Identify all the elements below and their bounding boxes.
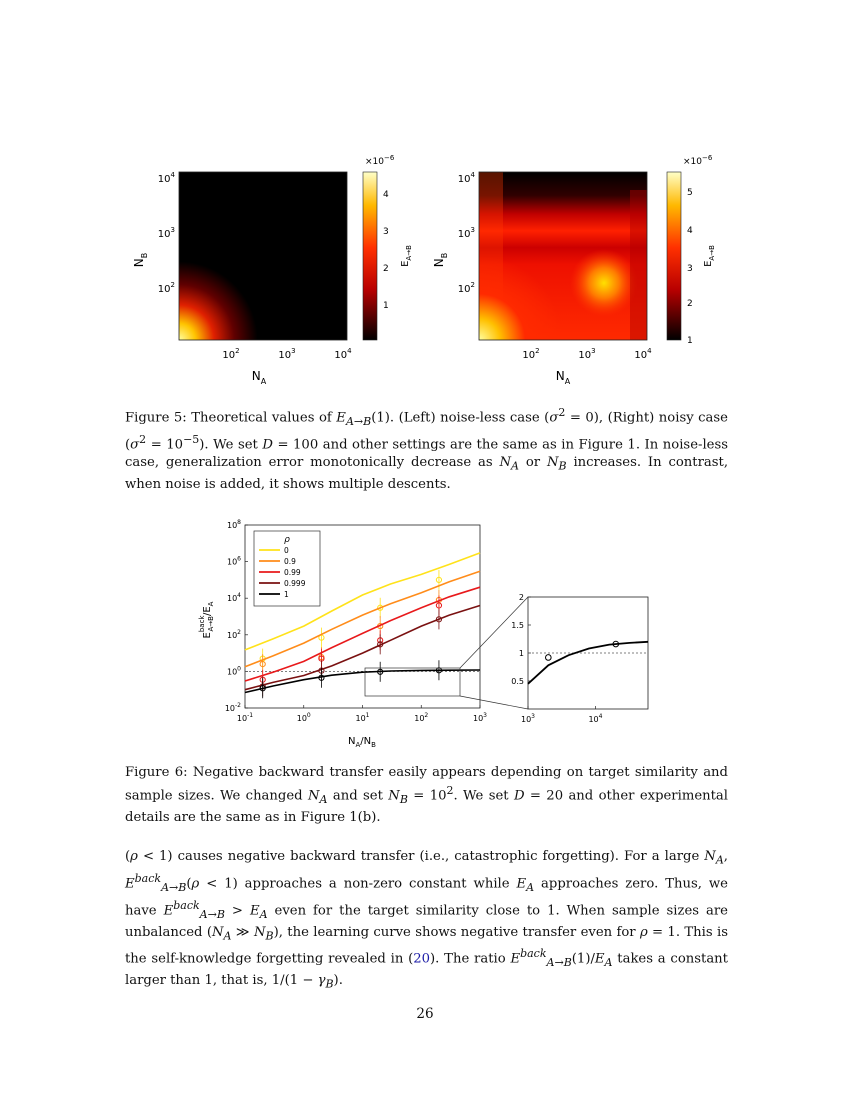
fig5-left-cblabel: $E_{A\to B}$ bbox=[400, 245, 413, 267]
fig6-inset-ytick: 0.5 bbox=[511, 677, 524, 686]
fig5-right-cbtick: 2 bbox=[687, 299, 693, 309]
fig5-left-ytick: $10^4$ bbox=[157, 171, 175, 185]
fig6-main-ytick: $10^{-2}$ bbox=[224, 702, 241, 713]
fig5-right-ytick: $10^2$ bbox=[457, 281, 475, 295]
citation-link[interactable]: 20 bbox=[413, 951, 431, 967]
fig6-legend-label: 0.99 bbox=[284, 568, 301, 577]
fig6-main-ytick: $10^2$ bbox=[226, 628, 241, 640]
fig5-left-cbtick: 3 bbox=[383, 227, 389, 237]
fig6-main-xtick: $10^3$ bbox=[472, 712, 488, 723]
fig5-left-ytick: $10^3$ bbox=[157, 226, 175, 240]
fig5-right-xtick: $10^2$ bbox=[522, 347, 540, 361]
fig6-legend bbox=[254, 531, 320, 606]
fig5-right-heatmap-mid bbox=[570, 249, 638, 317]
fig6-legend-label: 0.999 bbox=[284, 579, 306, 588]
fig5-left-cbtick: 2 bbox=[383, 264, 389, 274]
fig5-right-cbtick: 1 bbox=[687, 336, 693, 346]
fig5-left-xtick: $10^2$ bbox=[222, 347, 240, 361]
fig6-inset-xtick: $10^3$ bbox=[520, 713, 536, 724]
fig5-right-cblabel: $E_{A\to B}$ bbox=[703, 245, 716, 267]
fig5-right-xtick: $10^4$ bbox=[634, 347, 652, 361]
fig6-inset-xtick: $10^4$ bbox=[588, 713, 603, 724]
figure-5 bbox=[125, 150, 725, 390]
body-paragraph: (ρ < 1) causes negative backward transfer (i.e., catastrophic forgetting). For a large $N_A$, $E^{back}_{A\to B}(\rho < 1)$ approaches a non-zero constant while $E_A$ approaches zero. Thus, we have $E^{back}_{A\to B} > E_A$ even for the target similarity close to 1. When sample sizes are unbalanced ($N_A$ ≫ $N_B$), the learning curve shows negative transfer even for ρ = 1. This is the self-knowledge forgetting revealed in (20). The ratio $E^{back}_{A\to B}(1)/E_A$ takes a constant larger than 1, that is, $1/(1 - \gamma_B)$. bbox=[125, 849, 728, 992]
fig5-left-xlabel: $N_A$ bbox=[251, 369, 267, 386]
fig5-right-ytick: $10^4$ bbox=[457, 171, 475, 185]
fig5-right-cbtick: 4 bbox=[687, 226, 693, 236]
fig6-legend-label: 0.9 bbox=[284, 557, 296, 566]
fig5-left-cbtick: 4 bbox=[383, 190, 389, 200]
fig5-left-xtick: $10^3$ bbox=[278, 347, 296, 361]
fig5-left-ytick: $10^2$ bbox=[157, 281, 175, 295]
fig5-right-cbtick: 5 bbox=[687, 188, 693, 198]
fig6-legend-label: 1 bbox=[284, 590, 289, 599]
fig5-right-panel bbox=[432, 154, 716, 386]
fig5-left-panel bbox=[132, 154, 413, 386]
fig6-main-xtick: $10^0$ bbox=[296, 712, 311, 723]
fig5-right-cbtick: 3 bbox=[687, 264, 693, 274]
fig5-right-xtick: $10^3$ bbox=[578, 347, 596, 361]
fig6-main-xlabel: $N_A/N_B$ bbox=[348, 736, 376, 749]
figure-5-caption: Figure 5: Theoretical values of $E_{A\to B}(1)$. (Left) noise-less case $(\sigma^2 = 0)$, (Right) noisy case $(\sigma^2 = 10^{-5})$. We set D = 100 and other settings are the same as in Figure 1. In noise-less case, generalization error monotonically decrease as $N_A$ or $N_B$ increases. In contrast, when noise is added, it shows multiple descents. bbox=[125, 406, 729, 493]
fig5-left-colorbar-multiplier: $\times 10^{-6}$ bbox=[365, 154, 395, 167]
fig6-inset-ytick: 2 bbox=[518, 593, 524, 602]
fig5-left-heatmap-blob bbox=[179, 172, 347, 340]
fig5-right-colorbar-multiplier: $\times 10^{-6}$ bbox=[683, 154, 713, 167]
fig5-right-ylabel: $N_B$ bbox=[432, 252, 449, 268]
figure-6 bbox=[190, 515, 660, 755]
fig5-left-ylabel: $N_B$ bbox=[132, 252, 149, 268]
fig5-left-colorbar bbox=[363, 172, 377, 340]
fig6-main-ylabel: $E^{back}A\to B/E_A$ bbox=[198, 601, 215, 639]
fig6-inset-ytick: 1.5 bbox=[511, 621, 524, 630]
fig6-inset-ytick: 1 bbox=[518, 649, 524, 658]
fig6-main-ytick: $10^6$ bbox=[226, 555, 241, 567]
fig5-right-xlabel: $N_A$ bbox=[555, 369, 571, 386]
figure-6-caption: Figure 6: Negative backward transfer easily appears depending on target similarity and sample sizes. We changed $N_A$ and set $N_B = 10^2$. We set D = 20 and other experimental details are the same as in Figure 1(b). bbox=[125, 765, 729, 826]
fig6-legend-label: 0 bbox=[284, 546, 289, 555]
fig6-main-xtick: $10^{-1}$ bbox=[236, 712, 254, 723]
fig6-main-xtick: $10^1$ bbox=[355, 712, 370, 723]
page-number: 26 bbox=[416, 1006, 434, 1022]
fig5-right-ytick: $10^3$ bbox=[457, 226, 475, 240]
fig6-main-ytick: $10^4$ bbox=[226, 592, 241, 604]
fig5-left-cbtick: 1 bbox=[383, 301, 389, 311]
fig6-main-ytick: $10^0$ bbox=[226, 665, 241, 677]
fig6-main-xtick: $10^2$ bbox=[414, 712, 429, 723]
fig6-legend-title: ρ bbox=[284, 535, 290, 545]
fig6-main-ytick: $10^8$ bbox=[226, 519, 241, 530]
fig5-left-xtick: $10^4$ bbox=[334, 347, 352, 361]
fig5-right-colorbar bbox=[667, 172, 681, 340]
